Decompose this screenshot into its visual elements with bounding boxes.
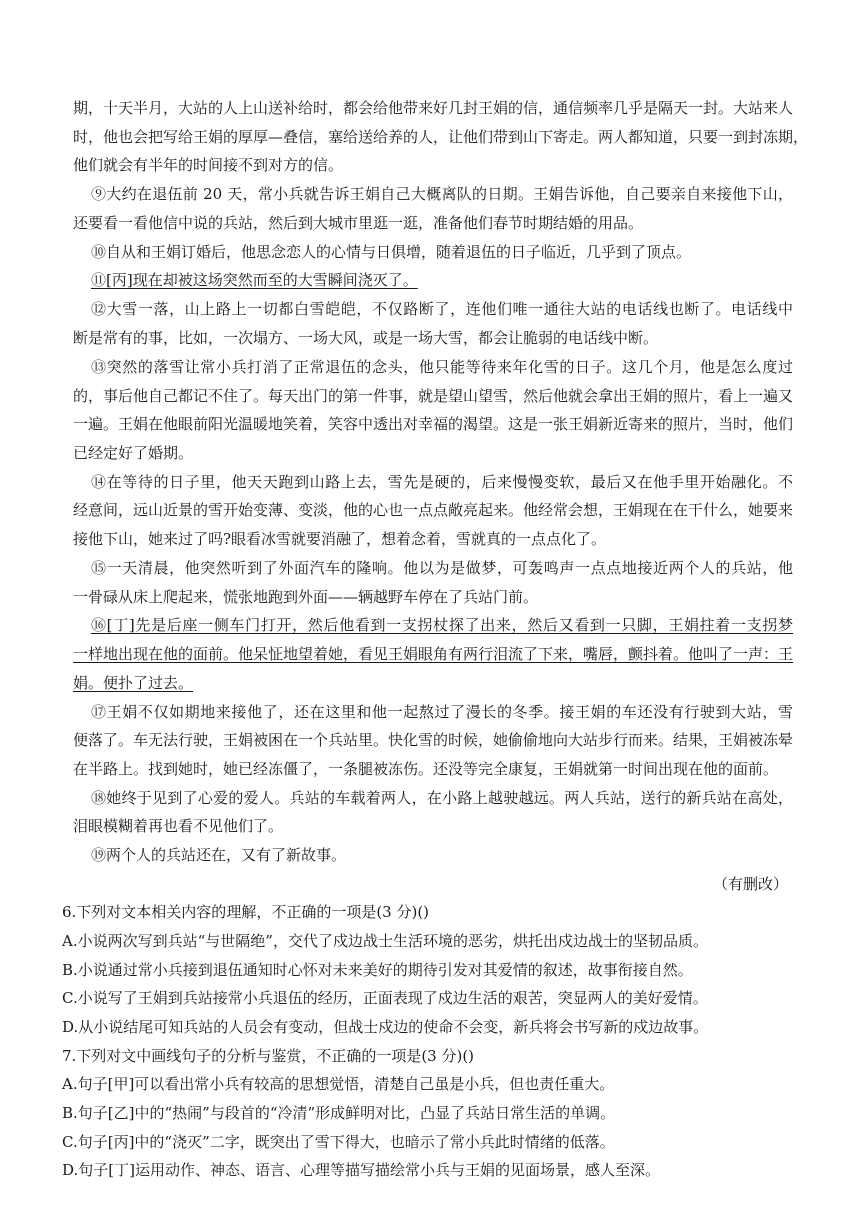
passage-line: 的，事后他自己都记不住了。每天出门的第一件事，就是望山望雪，然后他就会拿出王娟的照片，看上一遍又	[73, 387, 794, 405]
question-7-stem: 7.下列对文中画线句子的分析与鉴赏，不正确的一项是(3 分)()	[62, 1047, 475, 1065]
question-7-option-b[interactable]: B.句子[乙]中的“热闹”与段首的“冷清”形成鲜明对比，凸显了兵站日常生活的单调。	[62, 1104, 616, 1122]
passage-line: ⑱她终于见到了心爱的爱人。兵站的车载着两人，在小路上越驶越远。两人兵站，送行的新兵站在高处，	[91, 789, 793, 807]
passage-line: 还要看一看他信中说的兵站，然后到大城市里逛一逛，准备他们春节时期结婚的用品。	[73, 214, 644, 232]
passage-line: ⑨大约在退伍前 20 天，常小兵就告诉王娟自己大概离队的日期。王娟告诉他，自己要亲自来接他下山，	[91, 185, 793, 203]
passage-line: 一骨碌从床上爬起来，慌张地跑到外面——辆越野车停在了兵站门前。	[73, 588, 539, 606]
passage-line: 泪眼模糊着再也看不见他们了。	[73, 817, 284, 835]
passage-line: ⑰王娟不仅如期地来接他了，还在这里和他一起熬过了漫长的冬季。接王娟的车还没有行驶到大站，雪	[91, 703, 793, 721]
question-6-option-b[interactable]: B.小说通过常小兵接到退伍通知时心怀对未来美好的期待引发对其爱情的叙述，故事衔接自然。	[62, 961, 693, 979]
passage-line-underlined	[73, 673, 793, 693]
passage-line: ⑲两个人的兵站还在，又有了新故事。	[91, 846, 347, 864]
passage-line: 便落了。车无法行驶，王娟被困在一个兵站里。快化雪的时候，她偷偷地向大站步行而来。结果，王娟被冻晕	[73, 731, 794, 749]
passage-line: 期，十天半月，大站的人上山送补给时，都会给他带来好几封王娟的信，通信频率几乎是隔天一封。大站来人	[73, 99, 794, 117]
question-7-option-a[interactable]: A.句子[甲]可以看出常小兵有较高的思想觉悟，清楚自己虽是小兵，但也责任重大。	[62, 1075, 615, 1093]
question-7-option-c[interactable]: C.句子[丙]中的“浇灭”二字，既突出了雪下得大，也暗示了常小兵此时情绪的低落。	[62, 1133, 615, 1151]
question-6-stem: 6.下列对文本相关内容的理解，不正确的一项是(3 分)()	[62, 903, 430, 921]
passage-line: 断是常有的事，比如，一次塌方、一场大风，或是一场大雪，都会让脆弱的电话线中断。	[73, 329, 659, 347]
question-6-option-a[interactable]: A.小说两次写到兵站“与世隔绝”，交代了戍边战士生活环境的恶劣，烘托出戍边战士的坚韧品质。	[62, 932, 708, 950]
passage-line-underlined	[91, 270, 793, 290]
underlined-sentence-ding: ⑯[丁]先是后座一侧车门打开，然后他看到一支拐杖探了出来，然后又看到一只脚，王娟拄着一支拐梦	[91, 616, 793, 634]
passage-line: 一遍。王娟在他眼前阳光温暖地笑着，笑容中透出对幸福的渴望。这是一张王娟新近寄来的照片，当时，他们	[73, 415, 794, 433]
passage-line: 时，他也会把写给王娟的厚厚—叠信，塞给送给养的人，让他们带到山下寄走。两人都知道，只要一到封冻期，	[73, 128, 809, 146]
passage-line: ⑫大雪一落，山上路上一切都白雪皑皑，不仅路断了，连他们唯一通往大站的电话线也断了。电话线中	[91, 300, 793, 318]
question-7-option-d[interactable]: D.句子[丁]运用动作、神态、语言、心理等描写描绘常小兵与王娟的见面场景，感人至深。	[62, 1161, 660, 1179]
underlined-sentence-ding: 一样地出现在他的面前。他呆怔地望着她，看见王娟眼角有两行泪流了下来，嘴唇，颤抖着。他叫了一声：王	[73, 645, 794, 663]
passage-line: 接他下山，她来过了吗?眼看冰雪就要消融了，想着念着，雪就真的一点点化了。	[73, 530, 607, 548]
passage-line: 经意间，远山近景的雪开始变薄、变淡，他的心也一点点敞亮起来。他经常会想，王娟现在在干什么，她要来	[73, 501, 794, 519]
source-note: （有删改）	[712, 875, 788, 893]
underlined-sentence-ding: 娟。便扑了过去。	[73, 674, 194, 692]
passage-line: ⑩自从和王娟订婚后，他思念恋人的心情与日俱增，随着退伍的日子临近，几乎到了顶点。	[91, 243, 692, 261]
underlined-sentence-bing: ⑪[丙]现在却被这场突然而至的大雪瞬间浇灭了。	[91, 271, 418, 289]
question-6-option-d[interactable]: D.从小说结尾可知兵站的人员会有变动，但战士戍边的使命不会变，新兵将会书写新的戍边故事。	[62, 1018, 709, 1036]
question-6-option-c[interactable]: C.小说写了王娟到兵站接常小兵退伍的经历，正面表现了戍边生活的艰苦，突显两人的美好爱情。	[62, 989, 708, 1007]
passage-line: 他们就会有半年的时间接不到对方的信。	[73, 156, 344, 174]
passage-line: 已经定好了婚期。	[73, 444, 194, 462]
passage-line: ⑮一天清晨，他突然听到了外面汽车的隆响。他以为是做梦，可轰鸣声一点点地接近两个人的兵站，他	[91, 559, 793, 577]
passage-line: ⑭在等待的日子里，他天天跑到山路上去，雪先是硬的，后来慢慢变软，最后又在他手里开始融化。不	[91, 473, 793, 491]
passage-line: ⑬突然的落雪让常小兵打消了正常退伍的念头，他只能等待来年化雪的日子。这几个月，他是怎么度过	[91, 358, 793, 376]
passage-line: 在半路上。找到她时，她已经冻僵了，一条腿被冻伤。还没等完全康复，王娟就第一时间出现在他的面前。	[73, 760, 779, 778]
